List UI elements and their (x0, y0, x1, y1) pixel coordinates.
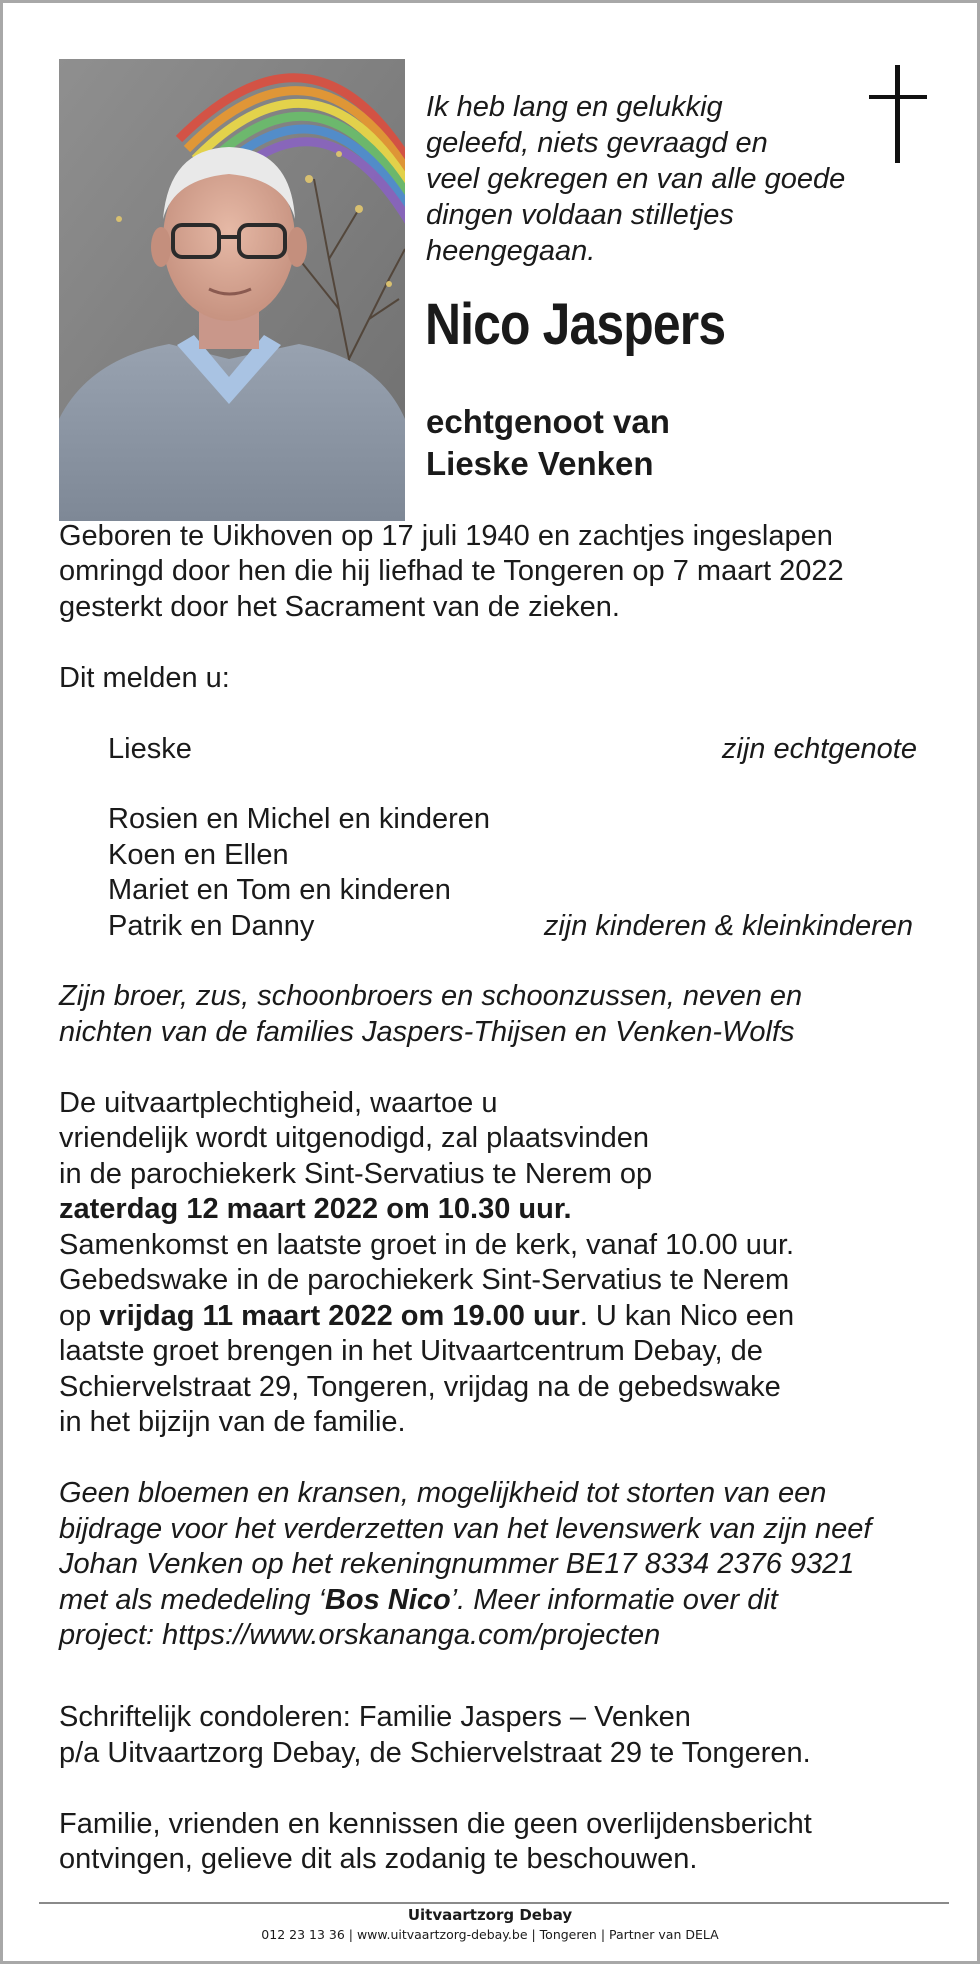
flowers-bold: Bos Nico (324, 1584, 451, 1616)
family-line: nichten van de families Jaspers-Thijsen en Venken-Wolfs (59, 1016, 795, 1048)
footer-info: 012 23 13 36 | www.uitvaartzorg-debay.be | Tongeren | Partner van DELA (261, 1927, 719, 1942)
funeral-line: laatste groet brengen in het Uitvaartcentrum Debay, de (59, 1335, 763, 1367)
spouse-entry-name: Lieske (108, 733, 192, 765)
funeral-line: in het bijzijn van de familie. (59, 1406, 406, 1438)
quote-line: geleefd, niets gevraagd en (426, 127, 768, 159)
condolence-line: p/a Uitvaartzorg Debay, de Schiervelstraat 29 te Tongeren. (59, 1737, 811, 1769)
quote (426, 89, 876, 269)
wake-post: . U kan Nico een (579, 1300, 795, 1332)
quote-line: dingen voldaan stilletjes (426, 199, 734, 231)
wake-pre: op (59, 1300, 100, 1332)
funeral-line: Gebedswake in de parochiekerk Sint-Servatius te Nerem (59, 1264, 790, 1296)
closing-line: Familie, vrienden en kennissen die geen overlijdensbericht (59, 1808, 812, 1840)
children-role: zijn kinderen & kleinkinderen (543, 910, 913, 942)
spouse-line: Lieske Venken (426, 445, 654, 482)
flowers-line (59, 1583, 778, 1619)
deceased-name: Nico Jaspers (425, 292, 726, 357)
flowers-line: Johan Venken op het rekeningnummer BE17 8334 2376 9321 (59, 1548, 855, 1580)
child-entry: Patrik en Danny (108, 910, 315, 942)
flowers-link-line: project: https://www.orskananga.com/projecten (59, 1619, 661, 1651)
birth-line: gesterkt door het Sacrament van de zieken. (59, 591, 620, 623)
funeral-line: Schiervelstraat 29, Tongeren, vrijdag na de gebedswake (59, 1371, 781, 1403)
quote-line: Ik heb lang en gelukkig (426, 91, 723, 123)
flowers-post: ’. Meer informatie over dit (450, 1584, 778, 1616)
quote-line: heengegaan. (426, 235, 596, 267)
wake-date: vrijdag 11 maart 2022 om 19.00 uur (99, 1300, 580, 1332)
condolence-line: Schriftelijk condoleren: Familie Jaspers – Venken (59, 1701, 691, 1733)
birth-line: omringd door hen die hij liefhad te Tongeren op 7 maart 2022 (59, 555, 844, 587)
child-entry: Mariet en Tom en kinderen (108, 874, 451, 906)
spouse-info (426, 401, 670, 485)
cross-icon (869, 65, 927, 163)
footer-title: Uitvaartzorg Debay (407, 1906, 573, 1924)
family-line: Zijn broer, zus, schoonbroers en schoonzussen, neven en (59, 980, 803, 1012)
funeral-line: vriendelijk wordt uitgenodigd, zal plaatsvinden (59, 1122, 650, 1154)
quote-line: veel gekregen en van alle goede (426, 163, 846, 195)
spouse-entry-role: zijn echtgenote (721, 733, 917, 765)
closing-line: ontvingen, gelieve dit als zodanig te beschouwen. (59, 1843, 698, 1875)
funeral-line: Samenkomst en laatste groet in de kerk, vanaf 10.00 uur. (59, 1229, 795, 1261)
announce-text: Dit melden u: (59, 662, 230, 694)
funeral-line: De uitvaartplechtigheid, waartoe u (59, 1087, 498, 1119)
funeral-date: zaterdag 12 maart 2022 om 10.30 uur. (59, 1193, 572, 1225)
portrait-photo (59, 59, 405, 521)
flowers-pre: met als mededeling ‘ (59, 1584, 325, 1616)
flowers-line: Geen bloemen en kransen, mogelijkheid tot storten van een (59, 1477, 827, 1509)
funeral-line: in de parochiekerk Sint-Servatius te Nerem op (59, 1158, 653, 1190)
footer-divider (39, 1902, 949, 1904)
child-entry: Rosien en Michel en kinderen (108, 803, 491, 835)
child-entry: Koen en Ellen (108, 839, 289, 871)
wake-line (59, 1299, 794, 1335)
flowers-line: bijdrage voor het verderzetten van het levenswerk van zijn neef (59, 1513, 872, 1545)
spouse-line: echtgenoot van (426, 403, 670, 440)
birth-line: Geboren te Uikhoven op 17 juli 1940 en zachtjes ingeslapen (59, 520, 833, 552)
